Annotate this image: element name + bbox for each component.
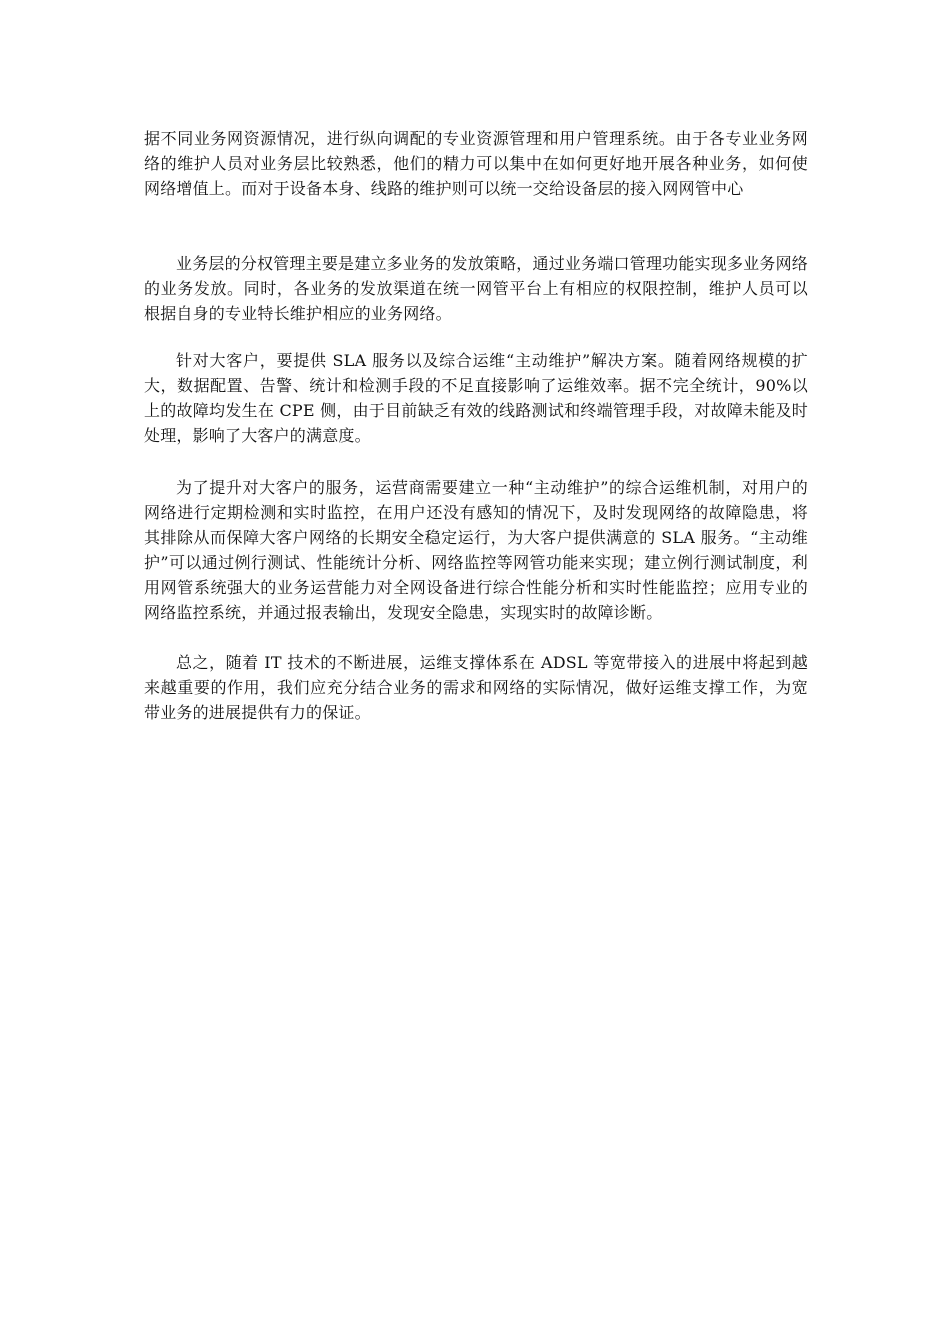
paragraph-continuation: 据不同业务网资源情况，进行纵向调配的专业资源管理和用户管理系统。由于各专业业务网络的维护人员对业务层比较熟悉，他们的精力可以集中在如何更好地开展各种业务，如何使网络增值上。而对于设备本身、线路的维护则可以统一交给设备层的接入网网管中心	[144, 129, 808, 198]
paragraph-conclusion: 总之，随着 IT 技术的不断进展，运维支撑体系在 ADSL 等宽带接入的进展中将起到越来越重要的作用，我们应充分结合业务的需求和网络的实际情况，做好运维支撑工作，为宽带业务的进展提供有力的保证。	[144, 653, 808, 722]
paragraph-active-maintenance: 为了提升对大客户的服务，运营商需要建立一种“主动维护”的综合运维机制，对用户的网络进行定期检测和实时监控，在用户还没有感知的情况下，及时发现网络的故障隐患，将其排除从而保障大客户网络的长期安全稳定运行，为大客户提供满意的 SLA 服务。“主动维护”可以通过例行测试、性能统计分析、网络监控等网管功能来实现；建立例行测试制度，利用网管系统强大的业务运营能力对全网设备进行综合性能分析和实时性能监控；应用专业的网络监控系统，并通过报表输出，发现安全隐患，实现实时的故障诊断。	[144, 478, 808, 622]
paragraph-key-customers: 针对大客户，要提供 SLA 服务以及综合运维“主动维护”解决方案。随着网络规模的扩大，数据配置、告警、统计和检测手段的不足直接影响了运维效率。据不完全统计，90%以上的故障均发生在 CPE 侧，由于目前缺乏有效的线路测试和终端管理手段，对故障未能及时处理，影响了大客户的满意度。	[144, 351, 808, 445]
paragraph-business-layer: 业务层的分权管理主要是建立多业务的发放策略，通过业务端口管理功能实现多业务网络的业务发放。同时，各业务的发放渠道在统一网管平台上有相应的权限控制，维护人员可以根据自身的专业特长维护相应的业务网络。	[144, 254, 808, 323]
